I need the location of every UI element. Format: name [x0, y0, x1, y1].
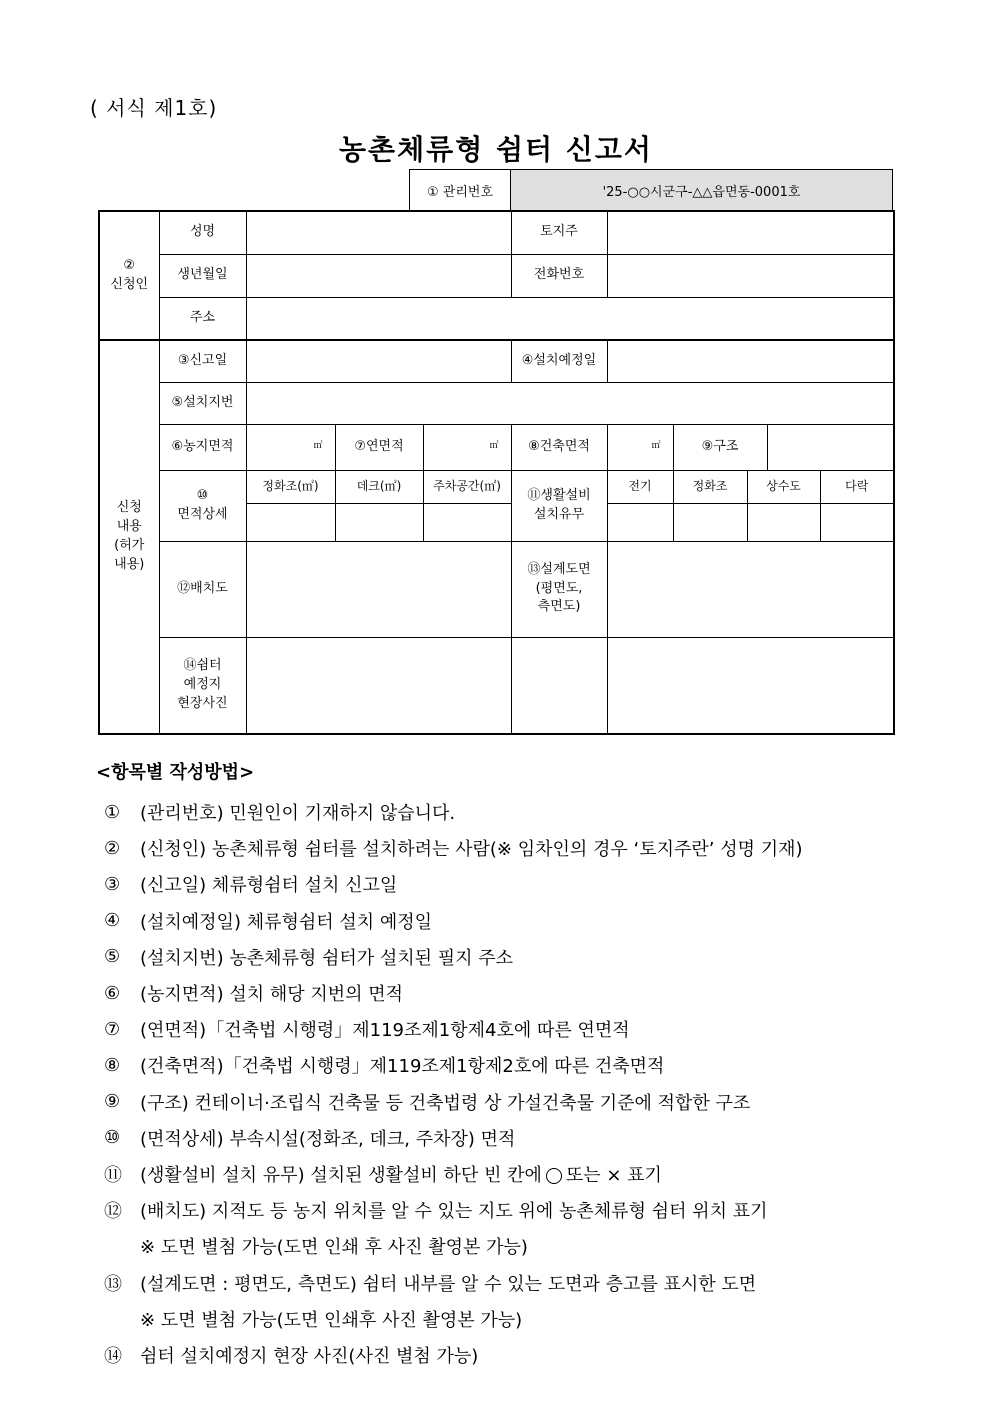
photo-label: ⑭쉼터 예정지 현장사진: [159, 637, 246, 734]
landowner-label: 토지주: [511, 211, 607, 254]
layout-label: ⑫배치도: [159, 541, 246, 637]
lot-label: ⑤설치지번: [159, 382, 246, 424]
applicant-section-label: ② 신청인: [99, 211, 159, 340]
guide-item: ⑭ 쉼터 설치예정지 현장 사진(사진 별첨 가능): [104, 1345, 479, 1367]
guide-item: ⑫ (배치도) 지적도 등 농지 위치를 알 수 있는 지도 위에 농촌체류형 쉼터 위치 표기: [104, 1201, 768, 1223]
address-label: 주소: [159, 297, 246, 340]
area-detail-label: ⑩ 면적상세: [159, 470, 246, 541]
facility-attic-field[interactable]: [820, 503, 894, 541]
page-title: 농촌체류형 쉼터 신고서: [339, 133, 653, 166]
farm-area-field[interactable]: ㎡: [246, 424, 335, 470]
floor-area-label: ⑦연면적: [335, 424, 423, 470]
report-date-label: ③신고일: [159, 340, 246, 382]
mgmt-label: ① 관리번호: [410, 170, 511, 211]
guide-item: ② (신청인) 농촌체류형 쉼터를 설치하려는 사람(※ 임차인의 경우 ‘토지주란’ 성명 기재): [104, 837, 803, 861]
guide-item: ⑪ (생활설비 설치 유무) 설치된 생활설비 하단 빈 칸에 또는 × 표기: [104, 1164, 662, 1186]
guide-item-note: ※ 도면 별첨 가능(도면 인쇄 후 사진 촬영본 가능): [140, 1237, 528, 1259]
landowner-field[interactable]: [607, 211, 894, 254]
facility-col-septic: 정화조: [673, 470, 747, 503]
facility-label: ⑪생활설비 설치유무: [511, 470, 607, 541]
area-col-parking: 주차공간(㎡): [423, 470, 511, 503]
design-label: ⑬설계도면 (평면도, 측면도): [511, 541, 607, 637]
circle-icon: [546, 1168, 562, 1184]
birth-field[interactable]: [246, 254, 511, 297]
guide-item: ⑬ (설계도면 : 평면도, 측면도) 쉼터 내부를 알 수 있는 도면과 층고를 표시한 도면: [104, 1273, 757, 1295]
install-date-field[interactable]: [607, 340, 894, 382]
structure-label: ⑨구조: [673, 424, 767, 470]
photo-field-3[interactable]: [607, 637, 894, 734]
phone-label: 전화번호: [511, 254, 607, 297]
area-parking-field[interactable]: [423, 503, 511, 541]
area-septic-field[interactable]: [246, 503, 335, 541]
photo-field-1[interactable]: [246, 637, 511, 734]
facility-col-water: 상수도: [747, 470, 820, 503]
content-section-label: 신청 내용 (허가 내용): [99, 340, 159, 734]
facility-water-field[interactable]: [747, 503, 820, 541]
name-label: 성명: [159, 211, 246, 254]
birth-label: 생년월일: [159, 254, 246, 297]
guide-section: [96, 758, 916, 1373]
guide-item: ⑩ (면적상세) 부속시설(정화조, 데크, 주차장) 면적: [104, 1127, 516, 1150]
application-form: [98, 210, 895, 735]
layout-field[interactable]: [246, 541, 511, 637]
area-col-septic: 정화조(㎡): [246, 470, 335, 503]
management-number-table: [409, 169, 893, 211]
form-number: ( 서식 제1호): [90, 96, 218, 120]
guide-item: ⑨ (구조) 컨테이너·조립식 건축물 등 건축법령 상 가설건축물 기준에 적합한 구조: [104, 1091, 751, 1114]
report-date-field[interactable]: [246, 340, 511, 382]
facility-col-attic: 다락: [820, 470, 894, 503]
guide-item: ① (관리번호) 민원인이 기재하지 않습니다.: [104, 801, 456, 825]
guide-item: ⑧ (건축면적)「건축법 시행령」제119조제1항제2호에 따른 건축면적: [104, 1054, 665, 1078]
facility-septic-field[interactable]: [673, 503, 747, 541]
photo-field-2[interactable]: [511, 637, 607, 734]
guide-item: ⑤ (설치지번) 농촌체류형 쉼터가 설치된 필지 주소: [104, 946, 514, 969]
guide-item: ④ (설치예정일) 체류형쉼터 설치 예정일: [104, 910, 433, 933]
area-deck-field[interactable]: [335, 503, 423, 541]
facility-col-electricity: 전기: [607, 470, 673, 503]
guide-heading: <항목별 작성방법>: [96, 762, 255, 783]
lot-field[interactable]: [246, 382, 894, 424]
name-field[interactable]: [246, 211, 511, 254]
guide-item: ③ (신고일) 체류형쉼터 설치 신고일: [104, 873, 398, 897]
structure-field[interactable]: [767, 424, 894, 470]
guide-item-note: ※ 도면 별첨 가능(도면 인쇄후 사진 촬영본 가능): [140, 1309, 523, 1331]
guide-item: ⑥ (농지면적) 설치 해당 지번의 면적: [104, 982, 403, 1006]
design-field[interactable]: [607, 541, 894, 637]
address-field[interactable]: [246, 297, 894, 340]
area-col-deck: 데크(㎡): [335, 470, 423, 503]
building-area-label: ⑧건축면적: [511, 424, 607, 470]
guide-item: ⑦ (연면적)「건축법 시행령」제119조제1항제4호에 따른 연면적: [104, 1018, 630, 1042]
floor-area-field[interactable]: ㎡: [423, 424, 511, 470]
facility-electricity-field[interactable]: [607, 503, 673, 541]
mgmt-value: '25-○○시군구-△△읍면동-0001호: [511, 170, 893, 211]
farm-area-label: ⑥농지면적: [159, 424, 246, 470]
phone-field[interactable]: [607, 254, 894, 297]
install-date-label: ④설치예정일: [511, 340, 607, 382]
building-area-field[interactable]: ㎡: [607, 424, 673, 470]
